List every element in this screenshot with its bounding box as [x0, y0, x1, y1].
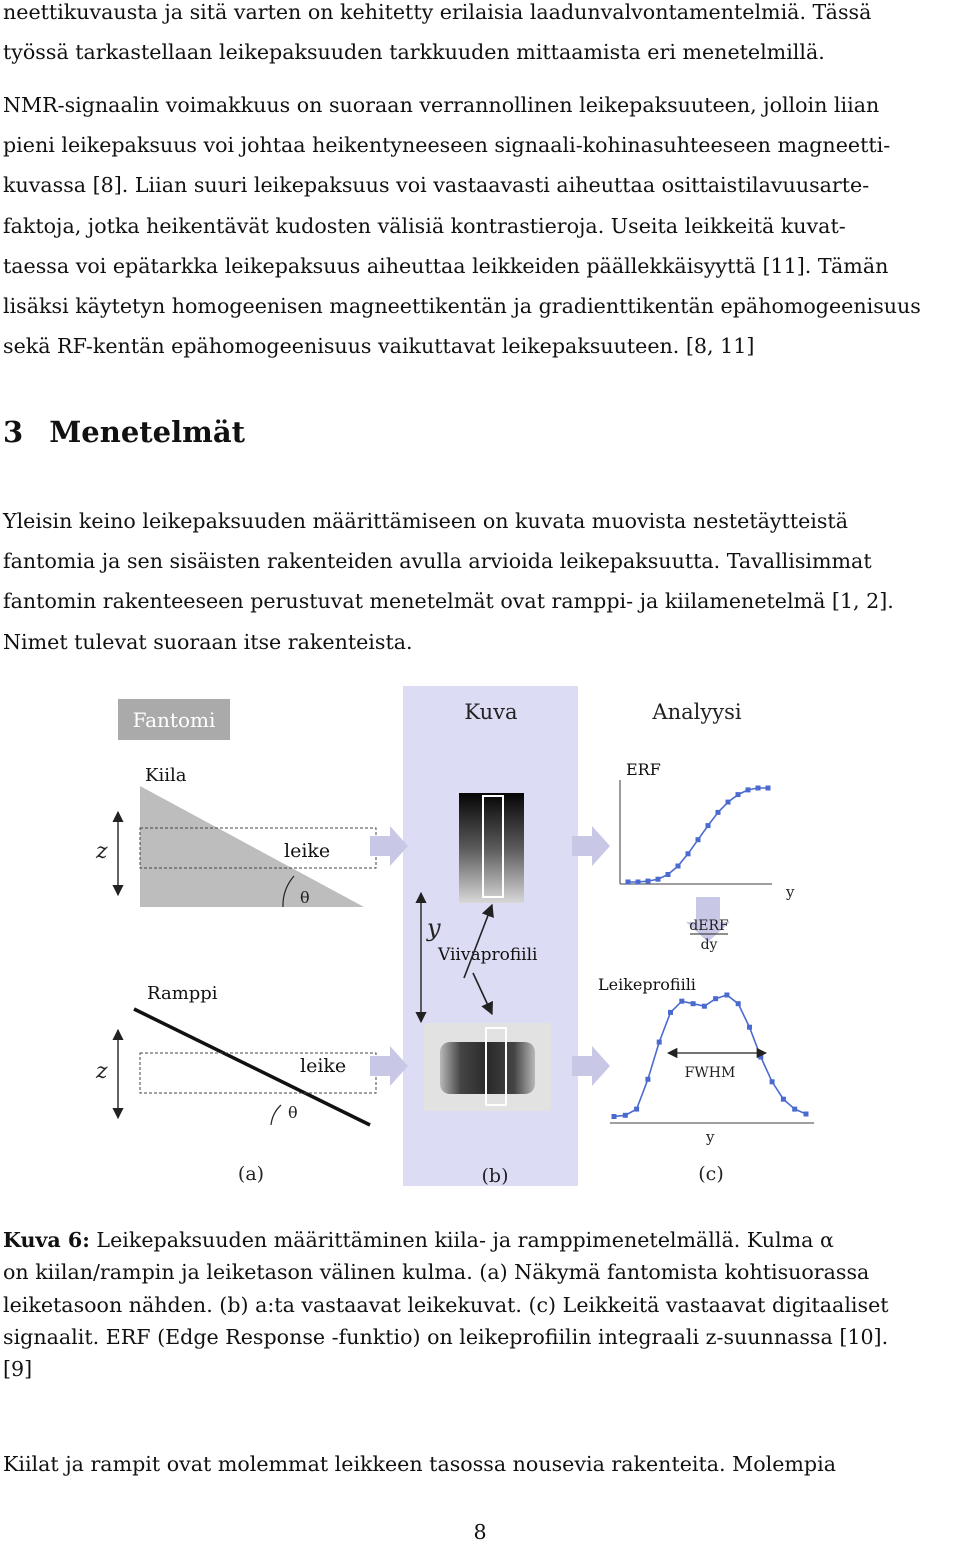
- text-line: fantomin rakenteeseen perustuvat menetelmät ovat ramppi- ja kiilamenetelmä [1, 2].: [3, 589, 894, 614]
- profile-point: [747, 1025, 752, 1030]
- profile-point: [713, 996, 718, 1001]
- wedge-z-label: z: [96, 839, 108, 864]
- erf-point: [686, 851, 691, 856]
- text-line: taessa voi epätarkka leikepaksuus aiheuttaa leikkeiden päällekkäisyyttä [11]. Tämän: [3, 253, 889, 278]
- kiila-label: Kiila: [145, 765, 187, 786]
- profile-curve-group: [612, 993, 809, 1120]
- text-line: neettikuvausta ja sitä varten on kehitetty erilaisia laadunvalvontamentelmiä. Tässä: [3, 0, 872, 24]
- wedge-leike-label: leike: [284, 840, 331, 862]
- ramp-z-label: z: [96, 1059, 108, 1084]
- text-line: NMR-signaalin voimakkuus on suoraan verrannollinen leikepaksuuteen, jolloin liian: [3, 93, 880, 117]
- fwhm-label: FWHM: [684, 1065, 736, 1081]
- ramppi-label: Ramppi: [147, 983, 218, 1004]
- profile-point: [623, 1113, 628, 1118]
- erf-title: ERF: [626, 760, 661, 779]
- erf-point: [656, 877, 661, 882]
- viivaprofiili-label: Viivaprofiili: [438, 945, 538, 965]
- text-line: pieni leikepaksuus voi johtaa heikentyneeseen signaali-kohinasuhteeseen magneetti-: [3, 133, 891, 158]
- erf-point: [626, 880, 631, 885]
- profile-point: [792, 1107, 797, 1112]
- profile-point: [702, 1004, 707, 1009]
- sublabel-c: (c): [698, 1163, 724, 1185]
- text-line: faktoja, jotka heikentävät kudosten välisiä kontrastieroja. Useita leikkeitä kuvat-: [3, 213, 846, 238]
- paragraph-wedges: [3, 1444, 960, 1484]
- caption-line: Leikepaksuuden määrittäminen kiila- ja ramppimenetelmällä. Kulma α: [96, 1228, 834, 1252]
- wedge-shape: [140, 786, 364, 907]
- text-line: sekä RF-kentän epähomogeenisuus vaikuttavat leikepaksuuteen. [8, 11]: [3, 334, 755, 359]
- profile-point: [770, 1079, 775, 1084]
- erf-point: [646, 879, 651, 884]
- text-line: kuvassa [8]. Liian suuri leikepaksuus voi vastaavasti aiheuttaa osittaistilavuusarte-: [3, 173, 870, 198]
- erf-point: [726, 800, 731, 805]
- section-number: 3: [3, 415, 24, 449]
- figure-caption: [3, 1224, 943, 1385]
- text-line: Kiilat ja rampit ovat molemmat leikkeen tasossa nousevia rakenteita. Molempia: [3, 1452, 836, 1476]
- profile-point: [612, 1114, 617, 1119]
- profile-x-label: y: [706, 1128, 715, 1146]
- erf-point: [706, 823, 711, 828]
- image-y-label: y: [427, 914, 441, 942]
- erf-line: [628, 788, 768, 882]
- profile-point: [691, 1001, 696, 1006]
- profile-point: [668, 1010, 673, 1015]
- text-line: Yleisin keino leikepaksuuden määrittämiseen on kuvata muovista nestetäytteistä: [3, 509, 848, 533]
- profile-point: [679, 999, 684, 1004]
- text-line: lisäksi käytetyn homogeenisen magneettikentän ja gradienttikentän epähomogeenisuus: [3, 294, 921, 319]
- erf-point: [676, 864, 681, 869]
- fantomi-label: Fantomi: [132, 708, 216, 732]
- text-line: työssä tarkastellaan leikepaksuuden tarkkuuden mittaamista eri menetelmillä.: [3, 40, 825, 65]
- profile-point: [724, 993, 729, 998]
- profile-line: [614, 995, 806, 1117]
- erf-point: [766, 786, 771, 791]
- section-title: Menetelmät: [49, 415, 246, 449]
- profile-point: [781, 1097, 786, 1102]
- profile-point: [758, 1055, 763, 1060]
- erf-point: [636, 880, 641, 885]
- profile-point: [657, 1040, 662, 1045]
- analyysi-label: Analyysi: [652, 700, 742, 724]
- erf-point: [756, 786, 761, 791]
- caption-line: on kiilan/rampin ja leiketason välinen kulma. (a) Näkymä fantomista kohtisuorassa: [3, 1260, 870, 1285]
- leikeprofiili-title: Leikeprofiili: [598, 975, 696, 994]
- profile-point: [736, 1001, 741, 1006]
- erf-curve-group: [626, 786, 771, 885]
- caption-line: leiketasoon nähden. (b) a:ta vastaavat leikekuvat. (c) Leikkeitä vastaavat digitaaliset: [3, 1292, 889, 1317]
- derf-numerator: dERF: [689, 918, 729, 934]
- profile-point: [645, 1077, 650, 1082]
- wedge-theta-label: θ: [300, 888, 310, 907]
- erf-point: [736, 792, 741, 797]
- erf-point: [746, 787, 751, 792]
- ramp-theta-label: θ: [288, 1103, 298, 1122]
- profile-point: [804, 1112, 809, 1117]
- sublabel-a: (a): [237, 1163, 265, 1185]
- caption-line: signaalit. ERF (Edge Response -funktio) on leikeprofiilin integraali z-suunnassa [10].: [3, 1324, 889, 1349]
- ramp-leike-label: leike: [300, 1055, 347, 1077]
- sublabel-b: (b): [481, 1165, 509, 1187]
- ramp-image-band: [440, 1042, 535, 1094]
- ramp-angle-arc: [271, 1105, 281, 1125]
- text-line: Nimet tulevat suoraan itse rakenteista.: [3, 629, 413, 654]
- erf-point: [716, 810, 721, 815]
- kuva-label: Kuva: [464, 700, 518, 724]
- erf-point: [696, 837, 701, 842]
- wedge-image: [459, 793, 524, 903]
- caption-line: [9]: [3, 1357, 33, 1382]
- page-number: 8: [473, 1520, 487, 1544]
- caption-label: Kuva 6:: [3, 1228, 90, 1252]
- profile-point: [634, 1107, 639, 1112]
- erf-x-label: y: [786, 883, 795, 901]
- derf-denominator: dy: [700, 937, 718, 953]
- text-line: fantomia ja sen sisäisten rakenteiden avulla arvioida leikepaksuutta. Tavallisimmat: [3, 549, 872, 574]
- erf-point: [666, 872, 671, 877]
